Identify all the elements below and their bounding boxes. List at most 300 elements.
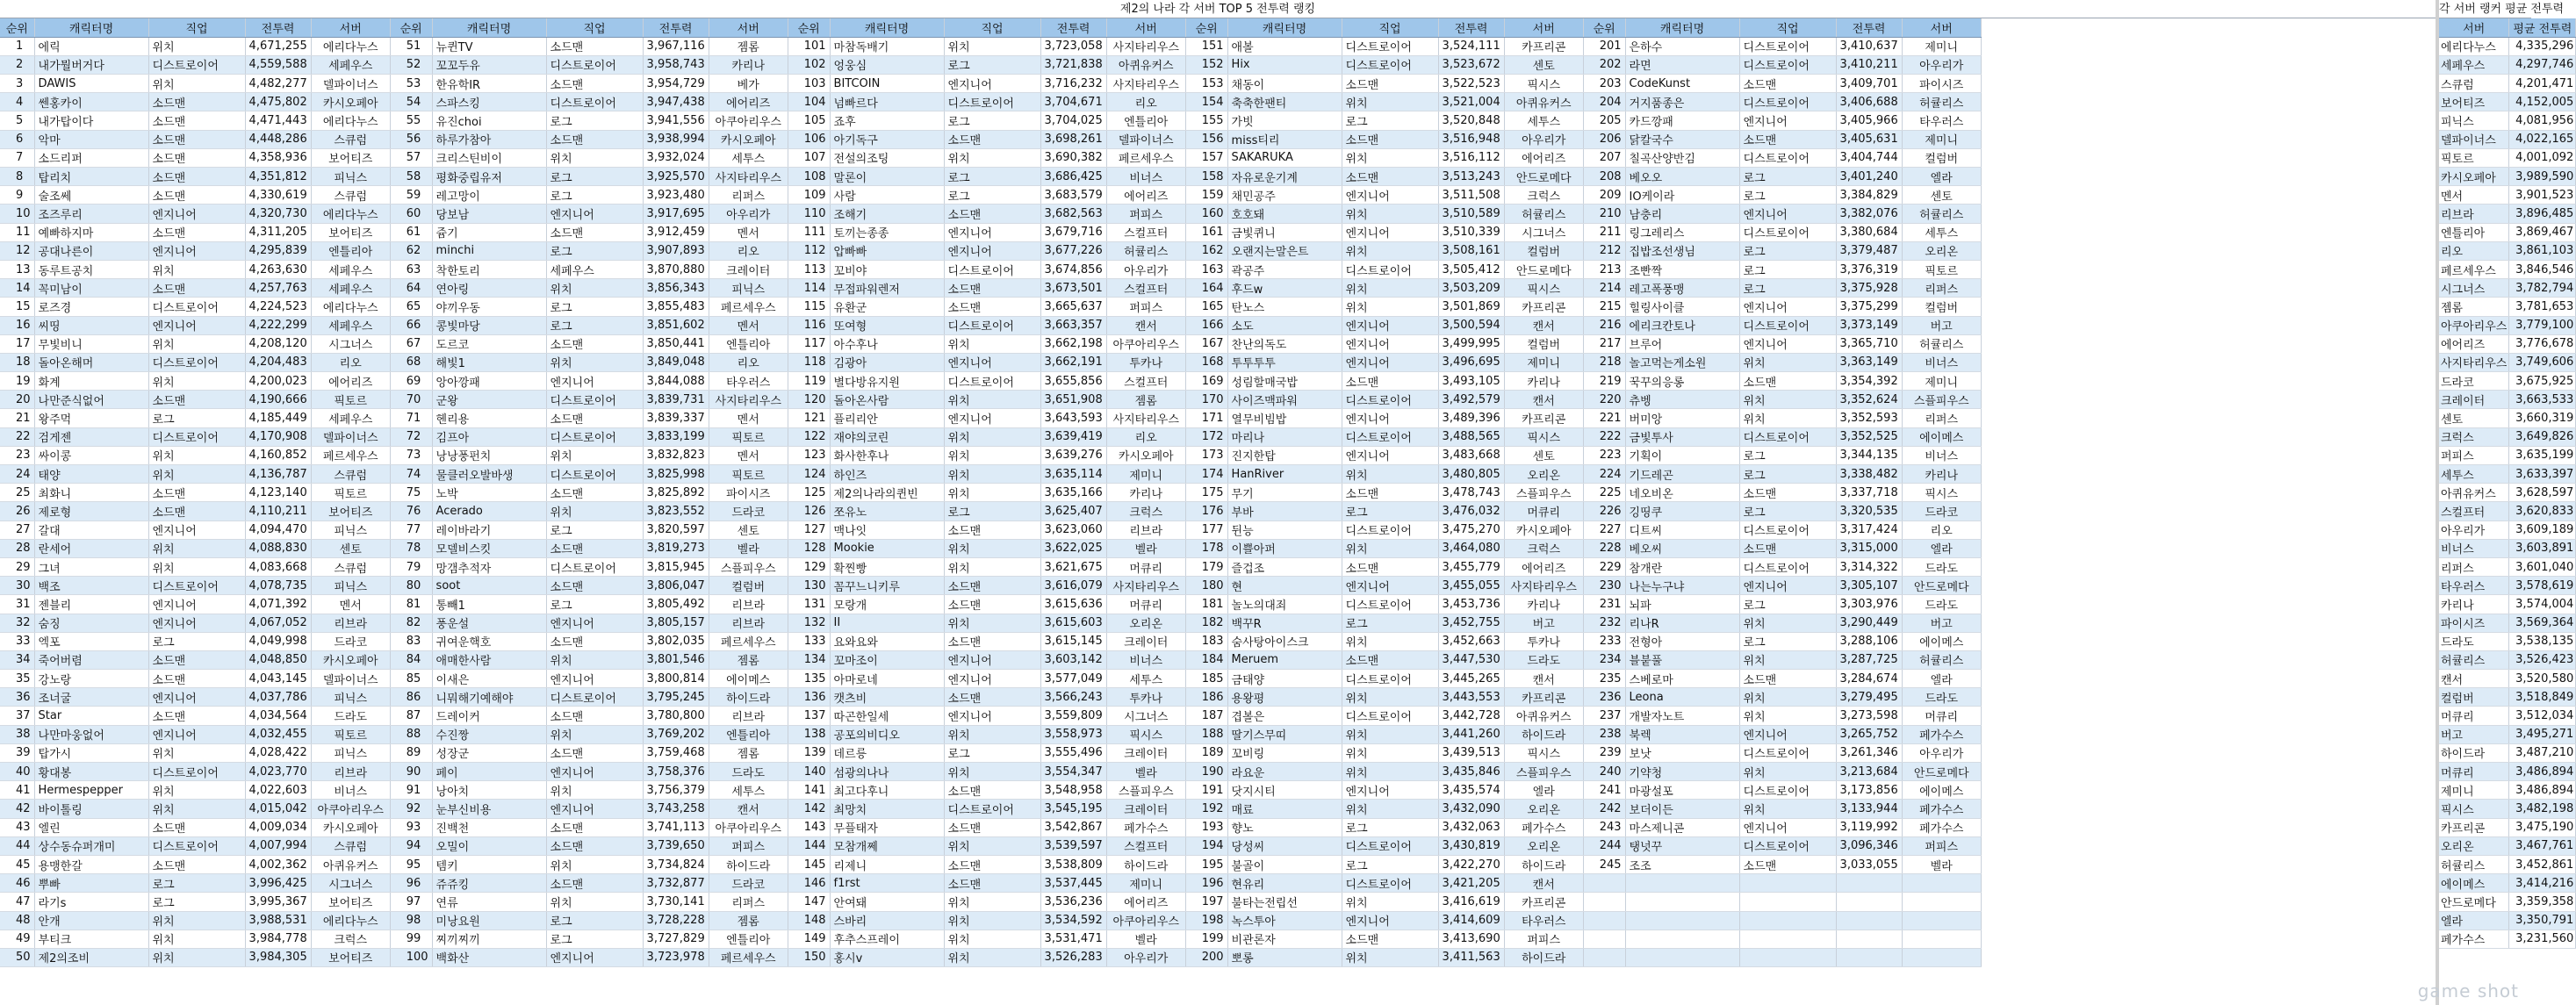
- column-header: 직업: [1739, 18, 1836, 37]
- table-cell: 엑포: [34, 632, 148, 650]
- table-row: [0, 186, 1981, 205]
- table-cell: 115: [788, 298, 830, 316]
- table-cell: 3,521,004: [1438, 93, 1504, 111]
- table-cell: 소드맨: [148, 670, 245, 688]
- table-cell: 3,537,445: [1040, 874, 1106, 893]
- table-cell: 제2의조비: [34, 948, 148, 966]
- table-cell: 스플피우스: [1504, 763, 1583, 781]
- table-cell: 꼬비링: [1227, 743, 1342, 762]
- table-cell: 3,682,563: [1040, 205, 1106, 223]
- table-cell: 엔지니어: [1342, 409, 1438, 427]
- table-cell: DAWIS: [34, 75, 148, 93]
- table-cell: 3,542,867: [1040, 818, 1106, 836]
- table-cell: 206: [1583, 130, 1625, 148]
- table-cell: 카프리콘: [1504, 409, 1583, 427]
- table-cell: 태양: [34, 465, 148, 484]
- table-cell: 3,489,396: [1438, 409, 1504, 427]
- table-cell: 3,441,260: [1438, 725, 1504, 743]
- table-cell: 카리나: [709, 55, 788, 74]
- table-cell: 170: [1185, 391, 1227, 409]
- table-cell: 148: [788, 911, 830, 930]
- table-cell: 카시오페아: [709, 130, 788, 148]
- table-cell: 36: [0, 688, 34, 707]
- table-cell: 위치: [148, 260, 245, 278]
- table-cell: 3,384,829: [1836, 186, 1902, 205]
- table-cell: 꼬비야: [830, 260, 944, 278]
- table-cell: 픽토르: [311, 391, 390, 409]
- table-cell: 3,958,743: [643, 55, 709, 74]
- server-name: 카시오페아: [2439, 168, 2509, 186]
- column-header: 순위: [0, 18, 34, 37]
- table-cell: 232: [1583, 614, 1625, 632]
- table-cell: 97: [390, 893, 432, 911]
- table-cell: 크럭스: [1504, 186, 1583, 205]
- average-power: 3,675,925: [2509, 372, 2576, 391]
- table-cell: 109: [788, 186, 830, 205]
- table-cell: 왕주먹: [34, 409, 148, 427]
- table-row: [0, 111, 1981, 130]
- table-cell: 3,639,419: [1040, 427, 1106, 446]
- server-name: 타우러스: [2439, 577, 2509, 595]
- table-cell: 세투스: [1504, 111, 1583, 130]
- table-cell: 엘라: [1504, 781, 1583, 800]
- table-cell: 45: [0, 855, 34, 873]
- column-header: 캐릭터명: [1227, 18, 1342, 37]
- table-row: [0, 409, 1981, 427]
- column-header: 캐릭터명: [432, 18, 546, 37]
- table-cell: 174: [1185, 465, 1227, 484]
- table-cell: 리제니: [830, 855, 944, 873]
- server-row: [2439, 148, 2576, 167]
- table-cell: 비너스: [1902, 353, 1981, 371]
- table-cell: 꼬꼬두유: [432, 55, 546, 74]
- table-cell: 리나R: [1625, 614, 1739, 632]
- table-cell: 스플피우스: [1106, 781, 1185, 800]
- table-cell: 카리나: [1504, 372, 1583, 391]
- table-cell: 3,305,107: [1836, 577, 1902, 595]
- table-cell: 210: [1583, 205, 1625, 223]
- table-cell: 디스트로이어: [1739, 148, 1836, 167]
- table-cell: 3,923,480: [643, 186, 709, 205]
- table-cell: 4,295,839: [245, 241, 311, 260]
- table-cell: 아쿠아리우스: [709, 818, 788, 836]
- table-row: [0, 298, 1981, 316]
- table-cell: 조빤짝: [1625, 260, 1739, 278]
- table-cell: 소드맨: [546, 37, 643, 55]
- table-cell: 비너스: [1106, 650, 1185, 669]
- table-cell: 쥬쥬킹: [432, 874, 546, 893]
- server-name: 허큘리스: [2439, 855, 2509, 873]
- table-cell: 227: [1583, 520, 1625, 539]
- server-name: 세투스: [2439, 465, 2509, 484]
- table-cell: 위치: [546, 855, 643, 873]
- table-cell: 위치: [148, 800, 245, 818]
- column-header: 직업: [1342, 18, 1438, 37]
- table-cell: 크럭스: [311, 930, 390, 948]
- table-cell: 금태양: [1227, 670, 1342, 688]
- table-cell: 허큘리스: [1902, 205, 1981, 223]
- table-cell: 로그: [1342, 855, 1438, 873]
- table-cell: 세페우스: [546, 260, 643, 278]
- table-cell: 69: [390, 372, 432, 391]
- average-power: 3,776,678: [2509, 334, 2576, 353]
- table-cell: 로그: [1739, 260, 1836, 278]
- table-cell: 26: [0, 502, 34, 520]
- table-cell: 129: [788, 557, 830, 576]
- table-cell: 로그: [944, 168, 1040, 186]
- table-cell: 브루어: [1625, 334, 1739, 353]
- server-row: [2439, 577, 2576, 595]
- table-cell: 소드맨: [1739, 130, 1836, 148]
- table-row: [0, 818, 1981, 836]
- table-cell: 예빠하지마: [34, 223, 148, 241]
- table-cell: 위치: [944, 427, 1040, 446]
- table-cell: 엔지니어: [1342, 223, 1438, 241]
- server-row: [2439, 930, 2576, 948]
- server-row: [2439, 75, 2576, 93]
- server-name: 에리다누스: [2439, 37, 2509, 55]
- table-cell: 소드맨: [148, 818, 245, 836]
- table-cell: 카리나: [1902, 465, 1981, 484]
- table-cell: 151: [1185, 37, 1227, 55]
- table-cell: 197: [1185, 893, 1227, 911]
- table-cell: 드라도: [1902, 595, 1981, 614]
- table-cell: 3,938,994: [643, 130, 709, 148]
- table-cell: 엔틀리아: [709, 930, 788, 948]
- table-cell: 3,413,690: [1438, 930, 1504, 948]
- server-row: [2439, 446, 2576, 464]
- table-cell: 215: [1583, 298, 1625, 316]
- table-cell: 3,500,594: [1438, 316, 1504, 334]
- table-cell: 무빛비니: [34, 334, 148, 353]
- table-cell: 106: [788, 130, 830, 148]
- table-cell: 150: [788, 948, 830, 966]
- table-cell: 186: [1185, 688, 1227, 707]
- average-power: 3,861,103: [2509, 241, 2576, 260]
- table-cell: 페르세우스: [709, 948, 788, 966]
- server-row: [2439, 334, 2576, 353]
- table-cell: 소드맨: [546, 632, 643, 650]
- table-cell: 머큐리: [1106, 557, 1185, 576]
- table-cell: 젬롬: [709, 743, 788, 762]
- table-cell: 125: [788, 484, 830, 502]
- table-cell: 3,805,492: [643, 595, 709, 614]
- table-cell: 3,443,553: [1438, 688, 1504, 707]
- table-cell: 107: [788, 148, 830, 167]
- table-cell: 제미니: [1106, 874, 1185, 893]
- table-cell: 3,273,598: [1836, 707, 1902, 725]
- column-header: 직업: [148, 18, 245, 37]
- table-cell: 3,488,565: [1438, 427, 1504, 446]
- table-cell: 최고다후니: [830, 781, 944, 800]
- table-cell: 소드맨: [944, 130, 1040, 148]
- average-power: 3,526,423: [2509, 650, 2576, 669]
- table-cell: 스큐럼: [311, 836, 390, 855]
- table-cell: 리브라: [709, 614, 788, 632]
- table-cell: 비너스: [1902, 446, 1981, 464]
- table-cell: 136: [788, 688, 830, 707]
- table-cell: 3,806,047: [643, 577, 709, 595]
- table-cell: 공대나른이: [34, 241, 148, 260]
- average-power: 3,487,210: [2509, 743, 2576, 762]
- table-cell: 아우리가: [1902, 743, 1981, 762]
- table-cell: 213: [1583, 260, 1625, 278]
- table-cell: 3,721,838: [1040, 55, 1106, 74]
- table-cell: 스베로마: [1625, 670, 1739, 688]
- table-cell: 멘서: [709, 316, 788, 334]
- table-cell: 위치: [1342, 743, 1438, 762]
- table-cell: 위치: [546, 650, 643, 669]
- table-cell: 211: [1583, 223, 1625, 241]
- table-cell: 99: [390, 930, 432, 948]
- table-cell: 28: [0, 539, 34, 557]
- table-cell: 마리나: [1227, 427, 1342, 446]
- table-cell: 3,932,024: [643, 148, 709, 167]
- table-cell: 엔지니어: [148, 725, 245, 743]
- table-cell: 위치: [546, 353, 643, 371]
- table-cell: 소드맨: [148, 223, 245, 241]
- table-cell: 242: [1583, 800, 1625, 818]
- table-cell: 드라도: [1504, 650, 1583, 669]
- table-cell: 아퀴유커스: [1106, 55, 1185, 74]
- table-cell: 에리다누스: [311, 37, 390, 55]
- table-cell: 엔지니어: [148, 688, 245, 707]
- table-cell: 젠블리: [34, 595, 148, 614]
- table-cell: 사지타리우스: [709, 168, 788, 186]
- table-cell: 찌끼찌끼: [432, 930, 546, 948]
- table-cell: 투카나: [1106, 353, 1185, 371]
- table-cell: 로그: [1739, 279, 1836, 298]
- table-cell: 169: [1185, 372, 1227, 391]
- server-name: 아쿠아리우스: [2439, 316, 2509, 334]
- table-cell: 비관론자: [1227, 930, 1342, 948]
- table-cell: 리퍼스: [1902, 279, 1981, 298]
- table-cell: 3,849,048: [643, 353, 709, 371]
- server-name: 머큐리: [2439, 763, 2509, 781]
- table-cell: 뉴퀸TV: [432, 37, 546, 55]
- average-power: 3,782,794: [2509, 279, 2576, 298]
- table-cell: 195: [1185, 855, 1227, 873]
- table-row: [0, 632, 1981, 650]
- table-cell: 엔지니어: [1739, 334, 1836, 353]
- table-cell: 안개: [34, 911, 148, 930]
- table-cell: 안드로메다: [1504, 168, 1583, 186]
- watermark: game shot: [2417, 980, 2519, 1001]
- table-cell: 77: [390, 520, 432, 539]
- table-cell: 40: [0, 763, 34, 781]
- average-power: 3,574,004: [2509, 595, 2576, 614]
- table-cell: 3,559,809: [1040, 707, 1106, 725]
- table-cell: 130: [788, 577, 830, 595]
- average-power: 3,578,619: [2509, 577, 2576, 595]
- table-cell: 179: [1185, 557, 1227, 576]
- table-cell: 보어티즈: [311, 502, 390, 520]
- table-cell: 로그: [1342, 111, 1438, 130]
- table-cell: 블붙풀: [1625, 650, 1739, 669]
- table-cell: 스플피우스: [709, 557, 788, 576]
- average-power: 3,601,040: [2509, 557, 2576, 576]
- table-cell: 177: [1185, 520, 1227, 539]
- table-cell: 디스트로이어: [1739, 37, 1836, 55]
- column-header: 캐릭터명: [830, 18, 944, 37]
- table-cell: 조너굴: [34, 688, 148, 707]
- table-cell: 스컬프터: [1106, 372, 1185, 391]
- table-cell: 놀고먹는게소원: [1625, 353, 1739, 371]
- table-cell: 3,820,597: [643, 520, 709, 539]
- average-power: 3,846,546: [2509, 260, 2576, 278]
- table-cell: 3,686,425: [1040, 168, 1106, 186]
- table-cell: 픽토르: [311, 484, 390, 502]
- table-cell: 숨징: [34, 614, 148, 632]
- table-cell: 소드맨: [1739, 75, 1836, 93]
- server-row: [2439, 688, 2576, 707]
- table-cell: 소드맨: [546, 818, 643, 836]
- table-cell: 카리나: [1106, 484, 1185, 502]
- table-cell: 147: [788, 893, 830, 911]
- table-cell: 위치: [944, 465, 1040, 484]
- table-row: [0, 650, 1981, 669]
- table-cell: 소드맨: [1342, 557, 1438, 576]
- table-cell: 카리나: [1504, 595, 1583, 614]
- table-cell: 17: [0, 334, 34, 353]
- table-cell: 페르세우스: [1106, 148, 1185, 167]
- table-cell: 위치: [1342, 298, 1438, 316]
- table-cell: 소드맨: [148, 484, 245, 502]
- table-cell: 234: [1583, 650, 1625, 669]
- table-cell: 72: [390, 427, 432, 446]
- server-name: 시그너스: [2439, 279, 2509, 298]
- table-cell: 섬광의나나: [830, 763, 944, 781]
- server-name: 카리나: [2439, 595, 2509, 614]
- table-cell: 31: [0, 595, 34, 614]
- table-cell: 백꾸R: [1227, 614, 1342, 632]
- column-header: 직업: [546, 18, 643, 37]
- table-cell: 로그: [1342, 502, 1438, 520]
- table-cell: 드라코: [709, 502, 788, 520]
- table-cell: 최화니: [34, 484, 148, 502]
- table-cell: 투카나: [1106, 688, 1185, 707]
- table-cell: 무기: [1227, 484, 1342, 502]
- table-cell: 202: [1583, 55, 1625, 74]
- table-cell: 소드맨: [546, 409, 643, 427]
- table-cell: 위치: [148, 334, 245, 353]
- server-row: [2439, 111, 2576, 130]
- table-cell: 참개란: [1625, 557, 1739, 576]
- table-cell: 3,363,149: [1836, 353, 1902, 371]
- table-cell: 오밀이: [432, 836, 546, 855]
- table-cell: 엔지니어: [1342, 186, 1438, 205]
- table-cell: 애매한사람: [432, 650, 546, 669]
- table-cell: 안여돼: [830, 893, 944, 911]
- server-name: 크레이터: [2439, 391, 2509, 409]
- table-cell: 강노랑: [34, 670, 148, 688]
- table-cell: 194: [1185, 836, 1227, 855]
- table-cell: 후추스프레이: [830, 930, 944, 948]
- server-name: 에어리즈: [2439, 334, 2509, 353]
- table-cell: 로그: [1342, 818, 1438, 836]
- table-cell: 디스트로이어: [148, 427, 245, 446]
- table-cell: 3,503,209: [1438, 279, 1504, 298]
- average-power: 3,660,319: [2509, 409, 2576, 427]
- column-header: 전투력: [245, 18, 311, 37]
- table-cell: 센토: [1504, 55, 1583, 74]
- table-cell: 나만준식없어: [34, 391, 148, 409]
- table-cell: 아퀴유커스: [1504, 93, 1583, 111]
- table-cell: 87: [390, 707, 432, 725]
- table-cell: 위치: [944, 446, 1040, 464]
- table-cell: 디스트로이어: [1739, 743, 1836, 762]
- table-cell: 93: [390, 818, 432, 836]
- table-cell: 217: [1583, 334, 1625, 353]
- table-cell: 166: [1185, 316, 1227, 334]
- table-cell: 소드맨: [546, 539, 643, 557]
- table-cell: miss티리: [1227, 130, 1342, 148]
- table-cell: 76: [390, 502, 432, 520]
- table-cell: 로그: [1739, 241, 1836, 260]
- table-cell: 풍운설: [432, 614, 546, 632]
- table-cell: 3,855,483: [643, 298, 709, 316]
- table-cell: 금빛퀴니: [1227, 223, 1342, 241]
- table-cell: 3,728,228: [643, 911, 709, 930]
- table-cell: 61: [390, 223, 432, 241]
- table-cell: 116: [788, 316, 830, 334]
- server-name: 페르세우스: [2439, 260, 2509, 278]
- table-cell: 제미니: [1106, 465, 1185, 484]
- table-cell: 퍼피스: [1504, 930, 1583, 948]
- table-cell: 엔지니어: [546, 372, 643, 391]
- header-row: [0, 18, 1981, 37]
- server-row: [2439, 743, 2576, 762]
- average-power: 3,635,199: [2509, 446, 2576, 464]
- table-cell: 디스트로이어: [1739, 55, 1836, 74]
- table-cell: 카프리콘: [1504, 37, 1583, 55]
- table-cell: 44: [0, 836, 34, 855]
- server-row: [2439, 298, 2576, 316]
- table-cell: 138: [788, 725, 830, 743]
- table-cell: 용맹한갈: [34, 855, 148, 873]
- table-cell: 로그: [1739, 186, 1836, 205]
- table-cell: 3,526,283: [1040, 948, 1106, 966]
- table-cell: 디스트로이어: [1342, 874, 1438, 893]
- table-cell: 페르세우스: [311, 446, 390, 464]
- table-cell: 엔지니어: [1342, 316, 1438, 334]
- table-cell: 맥나잇: [830, 520, 944, 539]
- table-cell: 소드맨: [1739, 670, 1836, 688]
- server-row: [2439, 372, 2576, 391]
- table-cell: 엔지니어: [546, 763, 643, 781]
- table-cell: 소드맨: [1342, 650, 1438, 669]
- table-cell: 4,204,483: [245, 353, 311, 371]
- table-cell: 사지타리우스: [1106, 75, 1185, 93]
- table-cell: 귀여운핵호: [432, 632, 546, 650]
- table-cell: 208: [1583, 168, 1625, 186]
- table-cell: 191: [1185, 781, 1227, 800]
- table-cell: 연아링: [432, 279, 546, 298]
- table-cell: 링그레리스: [1625, 223, 1739, 241]
- table-cell: 네오비온: [1625, 484, 1739, 502]
- average-power: 3,414,216: [2509, 874, 2576, 893]
- table-cell: 173: [1185, 446, 1227, 464]
- average-power: 3,779,100: [2509, 316, 2576, 334]
- table-cell: 214: [1583, 279, 1625, 298]
- table-cell: 168: [1185, 353, 1227, 371]
- table-cell: 로그: [546, 186, 643, 205]
- table-row: [0, 279, 1981, 298]
- table-cell: 카프리콘: [1504, 688, 1583, 707]
- table-cell: 로그: [148, 893, 245, 911]
- table-cell: 4,358,936: [245, 148, 311, 167]
- table-row: [0, 911, 1981, 930]
